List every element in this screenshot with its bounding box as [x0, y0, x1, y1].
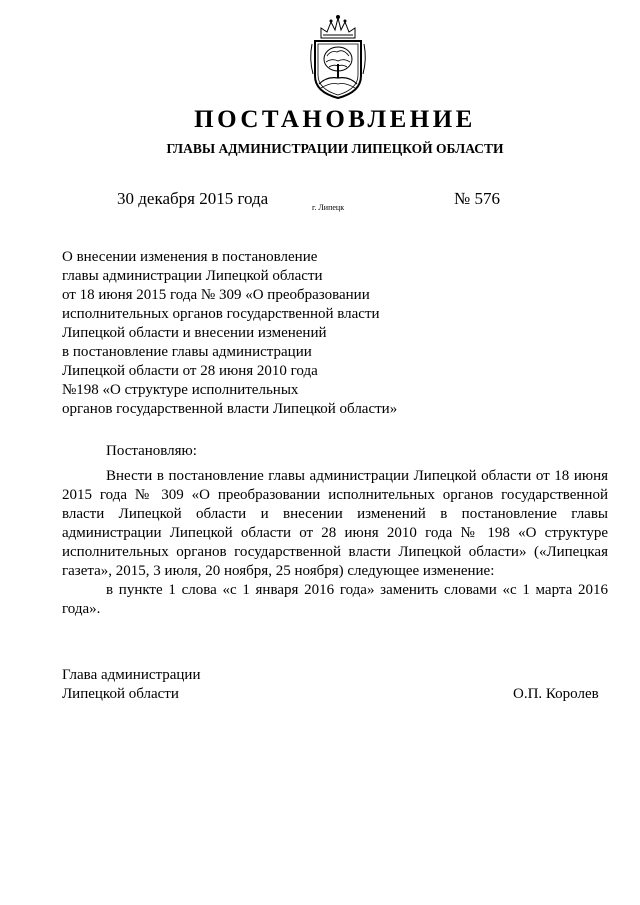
document-subject: [62, 248, 442, 419]
signatory-position-line: Липецкой области: [62, 686, 179, 702]
document-city: г. Липецк: [312, 203, 345, 212]
subject-line: в постановление главы администрации: [62, 344, 312, 360]
subject-line: главы администрации Липецкой области: [62, 268, 323, 284]
document-date: 30 декабря 2015 года: [117, 189, 269, 208]
subject-line: от 18 июня 2015 года № 309 «О преобразовании: [62, 287, 370, 303]
subject-line: Липецкой области от 28 июня 2010 года: [62, 363, 318, 379]
signatory-name: О.П. Королев: [513, 686, 599, 702]
decree-word: Постановляю:: [106, 443, 197, 459]
body-paragraph: в пункте 1 слова «с 1 января 2016 года» заменить словами «с 1 марта 2016 года».: [62, 582, 608, 617]
subject-line: №198 «О структуре исполнительных: [62, 382, 299, 398]
subject-line: органов государственной власти Липецкой области»: [62, 401, 398, 417]
signatory-position-line: Глава администрации: [62, 667, 201, 683]
signatory-position: [62, 666, 200, 704]
document-body: [62, 467, 608, 619]
coat-of-arms-icon: [307, 14, 369, 100]
subject-line: О внесении изменения в постановление: [62, 249, 318, 265]
subject-line: Липецкой области и внесении изменений: [62, 325, 327, 341]
document-number: № 576: [454, 189, 500, 208]
document-subtitle: ГЛАВЫ АДМИНИСТРАЦИИ ЛИПЕЦКОЙ ОБЛАСТИ: [166, 141, 504, 156]
body-paragraph: Внести в постановление главы администрации Липецкой области от 18 июня 2015 года № 309 «О преобразовании исполнительных органов государственной власти Липецкой области и внесении изменений в постановление главы администрации Липецкой области от 28 июня 2010 года № 198 «О структуре исполнительных органов государственной власти Липецкой области» («Липецкая газета», 2015, 3 июля, 20 ноября, 25 ноября) следующее изменение:: [62, 468, 608, 579]
document-title: ПОСТАНОВЛЕНИЕ: [194, 106, 476, 133]
subject-line: исполнительных органов государственной власти: [62, 306, 380, 322]
